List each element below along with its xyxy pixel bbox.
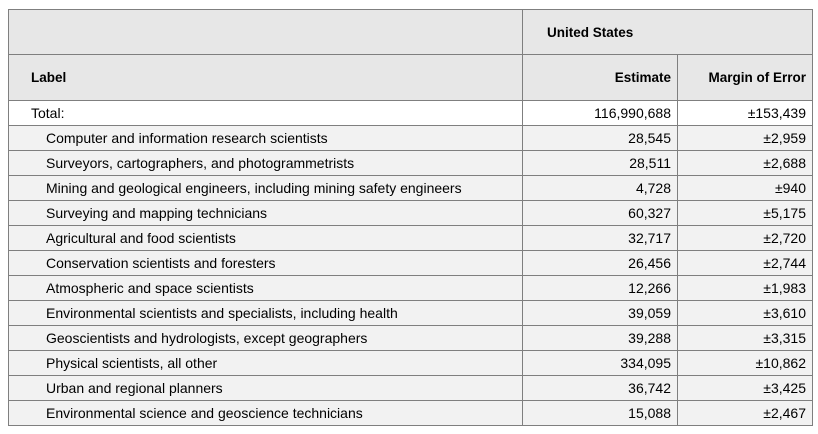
row-label: Computer and information research scientists [9,126,523,151]
row-label: Surveyors, cartographers, and photogrammetrists [9,151,523,176]
header-row-region [9,10,813,55]
row-estimate: 26,456 [523,251,678,276]
row-label: Urban and regional planners [9,376,523,401]
estimate-column-header[interactable]: Estimate [523,55,678,101]
row-moe: ±2,688 [678,151,813,176]
row-label: Agricultural and food scientists [9,226,523,251]
row-estimate: 32,717 [523,226,678,251]
table-row[interactable] [9,251,813,276]
row-moe: ±10,862 [678,351,813,376]
row-moe: ±2,467 [678,401,813,426]
table-row[interactable] [9,276,813,301]
region-header[interactable]: United States [523,10,813,55]
occupation-table [8,9,813,426]
table-row[interactable] [9,151,813,176]
row-label: Environmental scientists and specialists, including health [9,301,523,326]
row-moe: ±3,315 [678,326,813,351]
row-moe: ±153,439 [678,101,813,126]
row-moe: ±5,175 [678,201,813,226]
row-estimate: 39,288 [523,326,678,351]
row-label: Total: [9,101,523,126]
row-label: Surveying and mapping technicians [9,201,523,226]
row-estimate: 28,511 [523,151,678,176]
row-label: Mining and geological engineers, including mining safety engineers [9,176,523,201]
table-row[interactable] [9,301,813,326]
row-estimate: 60,327 [523,201,678,226]
row-estimate: 39,059 [523,301,678,326]
table-row[interactable] [9,226,813,251]
row-label: Environmental science and geoscience technicians [9,401,523,426]
header-blank-cell [9,10,523,55]
row-estimate: 15,088 [523,401,678,426]
row-moe: ±2,744 [678,251,813,276]
table-row[interactable] [9,201,813,226]
row-estimate: 116,990,688 [523,101,678,126]
row-moe: ±2,720 [678,226,813,251]
table-row[interactable] [9,126,813,151]
table-row-total[interactable] [9,101,813,126]
table-row[interactable] [9,326,813,351]
header-row-columns [9,55,813,101]
table-row[interactable] [9,376,813,401]
row-moe: ±940 [678,176,813,201]
table-row[interactable] [9,401,813,426]
row-moe: ±2,959 [678,126,813,151]
row-label: Physical scientists, all other [9,351,523,376]
label-column-header[interactable]: Label [9,55,523,101]
table-row[interactable] [9,176,813,201]
row-label: Atmospheric and space scientists [9,276,523,301]
row-estimate: 334,095 [523,351,678,376]
table-row[interactable] [9,351,813,376]
row-moe: ±1,983 [678,276,813,301]
row-moe: ±3,610 [678,301,813,326]
row-label: Geoscientists and hydrologists, except geographers [9,326,523,351]
row-moe: ±3,425 [678,376,813,401]
row-label: Conservation scientists and foresters [9,251,523,276]
row-estimate: 4,728 [523,176,678,201]
row-estimate: 28,545 [523,126,678,151]
moe-column-header[interactable]: Margin of Error [678,55,813,101]
row-estimate: 12,266 [523,276,678,301]
row-estimate: 36,742 [523,376,678,401]
data-table-container [8,9,813,426]
